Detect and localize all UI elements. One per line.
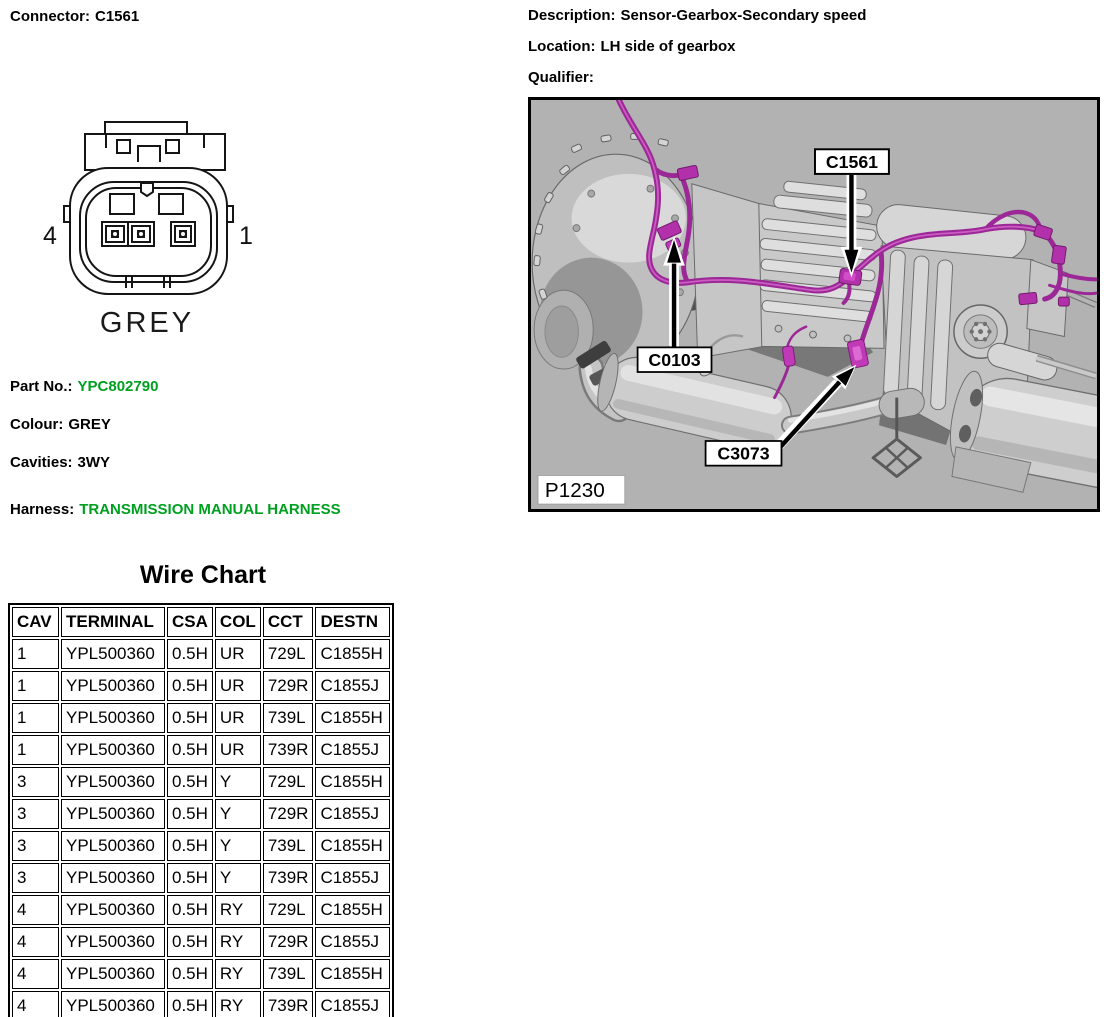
cell-destn: C1855J — [315, 671, 390, 701]
location-figure — [528, 97, 1100, 512]
qualifier-label: Qualifier: — [528, 69, 594, 86]
connector-value: C1561 — [95, 8, 140, 25]
table-row — [12, 895, 390, 925]
table-row — [12, 767, 390, 797]
cell-col: RY — [215, 959, 261, 989]
cell-terminal: YPL500360 — [61, 959, 165, 989]
col-header-destn: DESTN — [315, 607, 390, 637]
table-row — [12, 863, 390, 893]
wire-chart-table — [8, 603, 394, 1017]
cell-cav: 4 — [12, 895, 59, 925]
cell-cct: 729L — [263, 639, 314, 669]
part-no-label: Part No.: — [10, 378, 73, 395]
connector-colour-caption: GREY — [99, 307, 195, 339]
table-row — [12, 959, 390, 989]
description-value: Sensor-Gearbox-Secondary speed — [620, 7, 867, 24]
cell-cav: 4 — [12, 927, 59, 957]
cell-col: RY — [215, 895, 261, 925]
cell-col: RY — [215, 991, 261, 1017]
cell-terminal: YPL500360 — [61, 767, 165, 797]
connector-face-diagram — [20, 108, 255, 348]
cell-cct: 739R — [263, 863, 314, 893]
location-line — [528, 38, 736, 55]
cell-csa: 0.5H — [167, 735, 213, 765]
table-row — [12, 927, 390, 957]
cell-terminal: YPL500360 — [61, 799, 165, 829]
description-label: Description: — [528, 7, 616, 24]
cell-terminal: YPL500360 — [61, 895, 165, 925]
col-header-csa: CSA — [167, 607, 213, 637]
col-header-terminal: TERMINAL — [61, 607, 165, 637]
cell-cav: 1 — [12, 639, 59, 669]
cell-csa: 0.5H — [167, 799, 213, 829]
figure-ref-label: P1230 — [544, 479, 605, 503]
connector-label: Connector: — [10, 8, 90, 25]
col-header-cav: CAV — [12, 607, 59, 637]
cell-csa: 0.5H — [167, 831, 213, 861]
cell-cct: 729L — [263, 767, 314, 797]
cell-cav: 3 — [12, 799, 59, 829]
qualifier-line — [528, 69, 599, 86]
cell-csa: 0.5H — [167, 895, 213, 925]
cell-cav: 1 — [12, 703, 59, 733]
cell-col: Y — [215, 831, 261, 861]
cell-destn: C1855H — [315, 831, 390, 861]
cell-terminal: YPL500360 — [61, 831, 165, 861]
cell-destn: C1855J — [315, 799, 390, 829]
cell-csa: 0.5H — [167, 927, 213, 957]
cell-col: Y — [215, 799, 261, 829]
cell-destn: C1855H — [315, 703, 390, 733]
wire-chart-header-row — [12, 607, 390, 637]
cavities-line — [10, 454, 110, 471]
table-row — [12, 703, 390, 733]
col-header-cct: CCT — [263, 607, 314, 637]
harness-line — [10, 501, 341, 518]
cell-col: Y — [215, 767, 261, 797]
cell-destn: C1855J — [315, 863, 390, 893]
table-row — [12, 639, 390, 669]
cell-terminal: YPL500360 — [61, 671, 165, 701]
cell-csa: 0.5H — [167, 639, 213, 669]
figure-ref — [538, 475, 625, 504]
table-row — [12, 831, 390, 861]
cell-cct: 729L — [263, 895, 314, 925]
table-row — [12, 799, 390, 829]
cell-csa: 0.5H — [167, 703, 213, 733]
connector-body-drawing — [64, 122, 233, 294]
cell-cct: 739R — [263, 991, 314, 1017]
cell-terminal: YPL500360 — [61, 863, 165, 893]
cell-col: UR — [215, 703, 261, 733]
cell-terminal: YPL500360 — [61, 927, 165, 957]
cell-terminal: YPL500360 — [61, 639, 165, 669]
location-label: Location: — [528, 38, 596, 55]
cell-col: RY — [215, 927, 261, 957]
table-row — [12, 735, 390, 765]
cell-cav: 3 — [12, 863, 59, 893]
cell-cav: 4 — [12, 991, 59, 1017]
harness-value[interactable]: TRANSMISSION MANUAL HARNESS — [79, 501, 341, 518]
colour-label: Colour: — [10, 416, 64, 433]
cell-col: UR — [215, 639, 261, 669]
table-row — [12, 991, 390, 1017]
part-no-value[interactable]: YPC802790 — [77, 378, 159, 395]
location-value: LH side of gearbox — [600, 38, 736, 55]
cavities-value: 3WY — [77, 454, 111, 471]
cell-col: Y — [215, 863, 261, 893]
cell-csa: 0.5H — [167, 671, 213, 701]
cell-terminal: YPL500360 — [61, 735, 165, 765]
cell-cav: 3 — [12, 767, 59, 797]
cell-cct: 729R — [263, 671, 314, 701]
harness-label: Harness: — [10, 501, 75, 518]
cell-cav: 4 — [12, 959, 59, 989]
cell-destn: C1855H — [315, 959, 390, 989]
gearbox-illustration — [531, 100, 1097, 509]
cell-terminal: YPL500360 — [61, 991, 165, 1017]
col-header-col: COL — [215, 607, 261, 637]
cell-cct: 739R — [263, 735, 314, 765]
callout-c1561-label: C1561 — [825, 152, 879, 173]
wire-chart-title: Wire Chart — [139, 561, 267, 589]
callout-c0103-label: C0103 — [648, 350, 701, 371]
cell-terminal: YPL500360 — [61, 703, 165, 733]
cell-cav: 1 — [12, 735, 59, 765]
cell-destn: C1855H — [315, 639, 390, 669]
colour-value: GREY — [68, 416, 111, 433]
part-no-line — [10, 378, 158, 395]
cell-cct: 739L — [263, 959, 314, 989]
description-line — [528, 7, 866, 24]
cell-cct: 729R — [263, 927, 314, 957]
cell-destn: C1855J — [315, 991, 390, 1017]
cell-destn: C1855J — [315, 927, 390, 957]
cell-csa: 0.5H — [167, 959, 213, 989]
callout-c3073-label: C3073 — [717, 443, 770, 464]
cell-cav: 1 — [12, 671, 59, 701]
cell-csa: 0.5H — [167, 991, 213, 1017]
cell-cct: 739L — [263, 703, 314, 733]
table-row — [12, 671, 390, 701]
cell-col: UR — [215, 671, 261, 701]
pin-number-right: 1 — [239, 222, 253, 250]
colour-line — [10, 416, 111, 433]
cell-cct: 739L — [263, 831, 314, 861]
cell-cav: 3 — [12, 831, 59, 861]
pin-number-left: 4 — [43, 222, 57, 250]
cell-destn: C1855H — [315, 767, 390, 797]
cell-csa: 0.5H — [167, 767, 213, 797]
cavities-label: Cavities: — [10, 454, 73, 471]
connector-heading — [10, 8, 139, 25]
cell-cct: 729R — [263, 799, 314, 829]
cell-csa: 0.5H — [167, 863, 213, 893]
cell-col: UR — [215, 735, 261, 765]
cell-destn: C1855H — [315, 895, 390, 925]
cell-destn: C1855J — [315, 735, 390, 765]
